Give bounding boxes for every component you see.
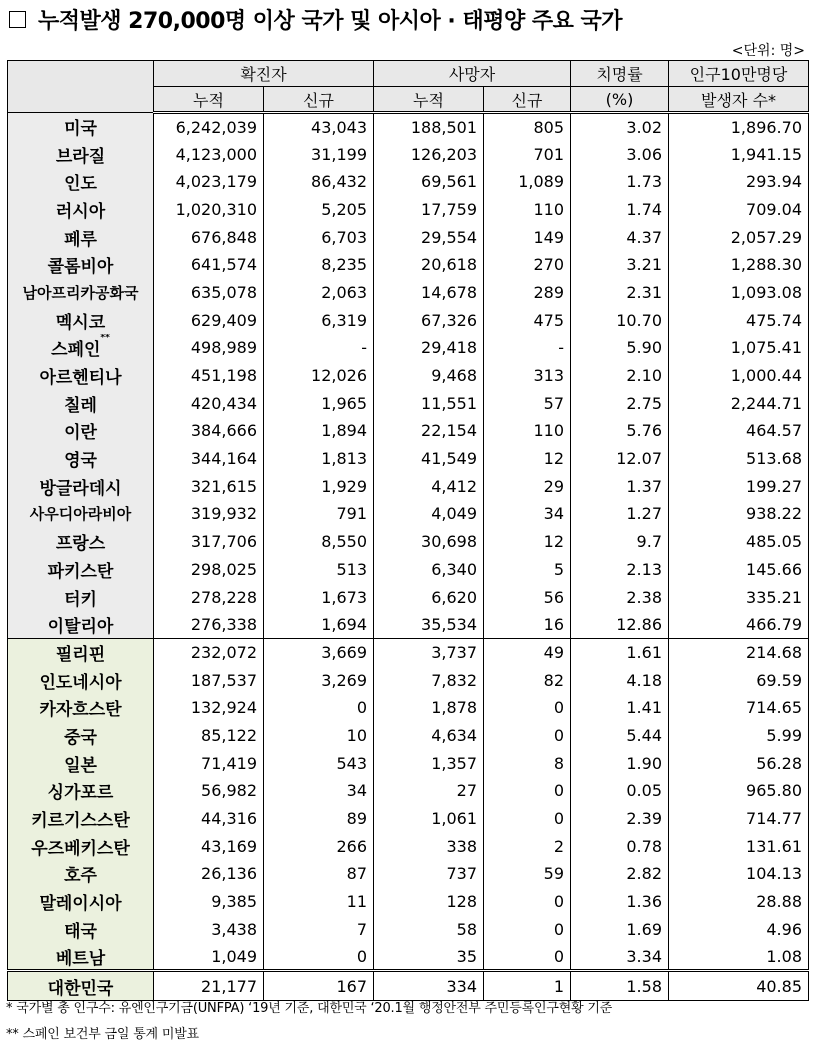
deaths-cumulative-cell: 188,501 (374, 113, 484, 141)
confirmed-cumulative-cell: 676,848 (154, 223, 264, 251)
table-row (8, 583, 809, 611)
deaths-new-cell: 1,089 (484, 168, 571, 196)
unit-note: <단위: 명> (731, 43, 805, 59)
per100k-cell: 513.68 (669, 445, 809, 473)
header-fatality-unit: (%) (571, 87, 669, 113)
per100k-cell: 938.22 (669, 500, 809, 528)
table-row (8, 694, 809, 722)
deaths-new-cell: 149 (484, 223, 571, 251)
confirmed-cumulative-cell: 451,198 (154, 362, 264, 390)
deaths-cumulative-cell: 4,634 (374, 722, 484, 750)
confirmed-cumulative-cell: 187,537 (154, 666, 264, 694)
confirmed-cumulative-cell: 1,049 (154, 943, 264, 971)
fatality-rate-cell: 1.58 (571, 971, 669, 1001)
table-row (8, 113, 809, 141)
fatality-rate-cell: 1.27 (571, 500, 669, 528)
confirmed-cumulative-cell: 232,072 (154, 639, 264, 667)
deaths-cumulative-cell: 737 (374, 860, 484, 888)
deaths-new-cell: 0 (484, 915, 571, 943)
deaths-cumulative-cell: 30,698 (374, 528, 484, 556)
confirmed-cumulative-cell: 44,316 (154, 805, 264, 833)
deaths-new-cell: 805 (484, 113, 571, 141)
deaths-cumulative-cell: 69,561 (374, 168, 484, 196)
fatality-rate-cell: 1.36 (571, 888, 669, 916)
confirmed-cumulative-cell: 641,574 (154, 251, 264, 279)
per100k-cell: 1,093.08 (669, 279, 809, 307)
deaths-new-cell: 2 (484, 832, 571, 860)
deaths-cumulative-cell: 41,549 (374, 445, 484, 473)
table-row (8, 556, 809, 584)
confirmed-new-cell: 0 (264, 943, 374, 971)
confirmed-new-cell: 1,673 (264, 583, 374, 611)
table-row (8, 140, 809, 168)
deaths-new-cell: 12 (484, 445, 571, 473)
confirmed-new-cell: 12,026 (264, 362, 374, 390)
confirmed-new-cell: 31,199 (264, 140, 374, 168)
deaths-cumulative-cell: 29,554 (374, 223, 484, 251)
table-row (8, 389, 809, 417)
country-name-cell: 대한민국 (8, 971, 154, 1001)
country-name-cell: 인도 (8, 168, 154, 196)
fatality-rate-cell: 1.61 (571, 639, 669, 667)
confirmed-new-cell: 8,550 (264, 528, 374, 556)
table-row (8, 611, 809, 639)
confirmed-new-cell: 513 (264, 556, 374, 584)
footnote-marker: ** (100, 334, 110, 344)
confirmed-new-cell: 34 (264, 777, 374, 805)
per100k-cell: 131.61 (669, 832, 809, 860)
fatality-rate-cell: 2.38 (571, 583, 669, 611)
page-title (6, 4, 622, 34)
confirmed-cumulative-cell: 384,666 (154, 417, 264, 445)
confirmed-new-cell: 5,205 (264, 196, 374, 224)
deaths-cumulative-cell: 9,468 (374, 362, 484, 390)
table-row (8, 279, 809, 307)
fatality-rate-cell: 2.31 (571, 279, 669, 307)
deaths-new-cell: 56 (484, 583, 571, 611)
country-name-cell: 스페인** (8, 334, 154, 362)
deaths-cumulative-cell: 7,832 (374, 666, 484, 694)
deaths-cumulative-cell: 1,878 (374, 694, 484, 722)
deaths-cumulative-cell: 3,737 (374, 639, 484, 667)
deaths-new-cell: 270 (484, 251, 571, 279)
confirmed-new-cell: 87 (264, 860, 374, 888)
deaths-new-cell: 8 (484, 749, 571, 777)
per100k-cell: 293.94 (669, 168, 809, 196)
fatality-rate-cell: 12.07 (571, 445, 669, 473)
checkbox-square-icon (9, 11, 26, 28)
table-row (8, 362, 809, 390)
table-row (8, 832, 809, 860)
deaths-new-cell: 701 (484, 140, 571, 168)
deaths-cumulative-cell: 22,154 (374, 417, 484, 445)
fatality-rate-cell: 3.21 (571, 251, 669, 279)
header-per100k-line2: 발생자 수* (669, 87, 809, 113)
table-row (8, 334, 809, 362)
table-row (8, 777, 809, 805)
confirmed-new-cell: 3,269 (264, 666, 374, 694)
confirmed-cumulative-cell: 319,932 (154, 500, 264, 528)
table-row (8, 860, 809, 888)
confirmed-new-cell: 89 (264, 805, 374, 833)
confirmed-new-cell: 167 (264, 971, 374, 1001)
deaths-cumulative-cell: 67,326 (374, 306, 484, 334)
fatality-rate-cell: 12.86 (571, 611, 669, 639)
confirmed-cumulative-cell: 21,177 (154, 971, 264, 1001)
deaths-new-cell: 29 (484, 472, 571, 500)
footnote-spain: ** 스페인 보건부 금일 통계 미발표 (6, 1027, 199, 1042)
confirmed-cumulative-cell: 420,434 (154, 389, 264, 417)
table-row (8, 666, 809, 694)
per100k-cell: 104.13 (669, 860, 809, 888)
confirmed-new-cell: 6,319 (264, 306, 374, 334)
per100k-cell: 2,057.29 (669, 223, 809, 251)
deaths-new-cell: - (484, 334, 571, 362)
header-fatality: 치명률 (571, 61, 669, 87)
per100k-cell: 485.05 (669, 528, 809, 556)
title-text: 누적발생 270,000명 이상 국가 및 아시아 · 태평양 주요 국가 (38, 8, 623, 34)
confirmed-cumulative-cell: 85,122 (154, 722, 264, 750)
confirmed-cumulative-cell: 276,338 (154, 611, 264, 639)
deaths-cumulative-cell: 20,618 (374, 251, 484, 279)
header-confirmed: 확진자 (154, 61, 374, 87)
deaths-cumulative-cell: 4,412 (374, 472, 484, 500)
fatality-rate-cell: 2.13 (571, 556, 669, 584)
confirmed-cumulative-cell: 3,438 (154, 915, 264, 943)
table-row (8, 915, 809, 943)
confirmed-cumulative-cell: 4,023,179 (154, 168, 264, 196)
confirmed-cumulative-cell: 43,169 (154, 832, 264, 860)
per100k-cell: 4.96 (669, 915, 809, 943)
deaths-cumulative-cell: 29,418 (374, 334, 484, 362)
deaths-cumulative-cell: 35,534 (374, 611, 484, 639)
deaths-new-cell: 475 (484, 306, 571, 334)
fatality-rate-cell: 5.44 (571, 722, 669, 750)
fatality-rate-cell: 3.06 (571, 140, 669, 168)
country-name-cell: 말레이시아 (8, 888, 154, 916)
confirmed-cumulative-cell: 26,136 (154, 860, 264, 888)
country-name-cell: 러시아 (8, 196, 154, 224)
per100k-cell: 2,244.71 (669, 389, 809, 417)
confirmed-new-cell: 8,235 (264, 251, 374, 279)
deaths-cumulative-cell: 334 (374, 971, 484, 1001)
country-name-cell: 베트남 (8, 943, 154, 971)
confirmed-new-cell: 1,965 (264, 389, 374, 417)
confirmed-new-cell: 1,929 (264, 472, 374, 500)
header-per100k: 인구10만명당 (669, 61, 809, 87)
confirmed-new-cell: 10 (264, 722, 374, 750)
per100k-cell: 56.28 (669, 749, 809, 777)
country-name-cell: 파키스탄 (8, 556, 154, 584)
country-name-cell: 싱가포르 (8, 777, 154, 805)
confirmed-cumulative-cell: 71,419 (154, 749, 264, 777)
deaths-new-cell: 110 (484, 417, 571, 445)
country-name-cell: 프랑스 (8, 528, 154, 556)
deaths-cumulative-cell: 6,340 (374, 556, 484, 584)
confirmed-new-cell: 1,894 (264, 417, 374, 445)
table-row (8, 943, 809, 971)
per100k-cell: 1,288.30 (669, 251, 809, 279)
per100k-cell: 145.66 (669, 556, 809, 584)
table-row (8, 500, 809, 528)
table-row (8, 223, 809, 251)
country-name-cell: 터키 (8, 583, 154, 611)
confirmed-new-cell: 3,669 (264, 639, 374, 667)
country-name-cell: 태국 (8, 915, 154, 943)
table-row (8, 306, 809, 334)
fatality-rate-cell: 2.10 (571, 362, 669, 390)
country-name-cell: 아르헨티나 (8, 362, 154, 390)
country-name-cell: 인도네시아 (8, 666, 154, 694)
table-row (8, 639, 809, 667)
confirmed-new-cell: 791 (264, 500, 374, 528)
per100k-cell: 1,941.15 (669, 140, 809, 168)
per100k-cell: 40.85 (669, 971, 809, 1001)
per100k-cell: 28.88 (669, 888, 809, 916)
table-row (8, 528, 809, 556)
covid-country-table (7, 60, 809, 1001)
confirmed-new-cell: 6,703 (264, 223, 374, 251)
confirmed-cumulative-cell: 298,025 (154, 556, 264, 584)
deaths-cumulative-cell: 4,049 (374, 500, 484, 528)
fatality-rate-cell: 1.90 (571, 749, 669, 777)
confirmed-new-cell: 0 (264, 694, 374, 722)
deaths-cumulative-cell: 17,759 (374, 196, 484, 224)
fatality-rate-cell: 2.82 (571, 860, 669, 888)
per100k-cell: 1,896.70 (669, 113, 809, 141)
confirmed-cumulative-cell: 498,989 (154, 334, 264, 362)
deaths-new-cell: 0 (484, 722, 571, 750)
deaths-new-cell: 289 (484, 279, 571, 307)
deaths-cumulative-cell: 126,203 (374, 140, 484, 168)
confirmed-new-cell: 7 (264, 915, 374, 943)
country-name-cell: 중국 (8, 722, 154, 750)
country-name-cell: 브라질 (8, 140, 154, 168)
footnotes (6, 996, 612, 1048)
deaths-new-cell: 16 (484, 611, 571, 639)
fatality-rate-cell: 1.37 (571, 472, 669, 500)
table-row (8, 722, 809, 750)
confirmed-cumulative-cell: 278,228 (154, 583, 264, 611)
deaths-new-cell: 0 (484, 805, 571, 833)
deaths-new-cell: 34 (484, 500, 571, 528)
deaths-cumulative-cell: 1,061 (374, 805, 484, 833)
fatality-rate-cell: 10.70 (571, 306, 669, 334)
deaths-new-cell: 12 (484, 528, 571, 556)
fatality-rate-cell: 1.41 (571, 694, 669, 722)
header-country (8, 61, 154, 113)
per100k-cell: 1,075.41 (669, 334, 809, 362)
table-row (8, 196, 809, 224)
confirmed-cumulative-cell: 635,078 (154, 279, 264, 307)
fatality-rate-cell: 1.73 (571, 168, 669, 196)
confirmed-new-cell: 1,694 (264, 611, 374, 639)
confirmed-cumulative-cell: 1,020,310 (154, 196, 264, 224)
confirmed-new-cell: 1,813 (264, 445, 374, 473)
per100k-cell: 199.27 (669, 472, 809, 500)
deaths-new-cell: 59 (484, 860, 571, 888)
fatality-rate-cell: 4.18 (571, 666, 669, 694)
deaths-new-cell: 49 (484, 639, 571, 667)
fatality-rate-cell: 0.78 (571, 832, 669, 860)
header-confirmed-new: 신규 (264, 87, 374, 113)
confirmed-new-cell: 11 (264, 888, 374, 916)
deaths-new-cell: 313 (484, 362, 571, 390)
country-name-cell: 일본 (8, 749, 154, 777)
deaths-cumulative-cell: 14,678 (374, 279, 484, 307)
deaths-cumulative-cell: 6,620 (374, 583, 484, 611)
deaths-new-cell: 0 (484, 888, 571, 916)
country-name-cell: 카자흐스탄 (8, 694, 154, 722)
confirmed-new-cell: - (264, 334, 374, 362)
deaths-new-cell: 0 (484, 777, 571, 805)
fatality-rate-cell: 1.69 (571, 915, 669, 943)
per100k-cell: 5.99 (669, 722, 809, 750)
confirmed-cumulative-cell: 317,706 (154, 528, 264, 556)
deaths-cumulative-cell: 338 (374, 832, 484, 860)
table-row (8, 888, 809, 916)
per100k-cell: 475.74 (669, 306, 809, 334)
per100k-cell: 1,000.44 (669, 362, 809, 390)
fatality-rate-cell: 1.74 (571, 196, 669, 224)
confirmed-cumulative-cell: 4,123,000 (154, 140, 264, 168)
fatality-rate-cell: 4.37 (571, 223, 669, 251)
country-name-cell: 남아프리카공화국 (8, 279, 154, 307)
country-name-cell: 콜롬비아 (8, 251, 154, 279)
table-row (8, 472, 809, 500)
country-name-cell: 우즈베키스탄 (8, 832, 154, 860)
country-name-cell: 칠레 (8, 389, 154, 417)
per100k-cell: 69.59 (669, 666, 809, 694)
deaths-new-cell: 1 (484, 971, 571, 1001)
fatality-rate-cell: 2.75 (571, 389, 669, 417)
header-confirmed-cumulative: 누적 (154, 87, 264, 113)
fatality-rate-cell: 2.39 (571, 805, 669, 833)
deaths-new-cell: 82 (484, 666, 571, 694)
footnote-population: * 국가별 총 인구수: 유엔인구기금(UNFPA) ‘19년 기준, 대한민국 ‘20.1월 행정안전부 주민등록인구현황 기준 (6, 1001, 613, 1016)
country-name-cell: 방글라데시 (8, 472, 154, 500)
country-name-cell: 영국 (8, 445, 154, 473)
per100k-cell: 1.08 (669, 943, 809, 971)
table-row (8, 251, 809, 279)
country-name-cell: 키르기스스탄 (8, 805, 154, 833)
table-row (8, 445, 809, 473)
deaths-new-cell: 57 (484, 389, 571, 417)
confirmed-cumulative-cell: 56,982 (154, 777, 264, 805)
deaths-cumulative-cell: 1,357 (374, 749, 484, 777)
country-name-cell: 이란 (8, 417, 154, 445)
deaths-new-cell: 0 (484, 694, 571, 722)
fatality-rate-cell: 5.76 (571, 417, 669, 445)
confirmed-new-cell: 266 (264, 832, 374, 860)
deaths-cumulative-cell: 27 (374, 777, 484, 805)
table-row (8, 805, 809, 833)
per100k-cell: 466.79 (669, 611, 809, 639)
deaths-new-cell: 0 (484, 943, 571, 971)
country-name-cell: 필리핀 (8, 639, 154, 667)
confirmed-cumulative-cell: 629,409 (154, 306, 264, 334)
table-row (8, 168, 809, 196)
confirmed-cumulative-cell: 321,615 (154, 472, 264, 500)
deaths-cumulative-cell: 58 (374, 915, 484, 943)
confirmed-cumulative-cell: 9,385 (154, 888, 264, 916)
table-row (8, 749, 809, 777)
header-deaths: 사망자 (374, 61, 571, 87)
per100k-cell: 214.68 (669, 639, 809, 667)
fatality-rate-cell: 3.34 (571, 943, 669, 971)
deaths-cumulative-cell: 128 (374, 888, 484, 916)
header-deaths-new: 신규 (484, 87, 571, 113)
per100k-cell: 714.65 (669, 694, 809, 722)
country-name-cell: 페루 (8, 223, 154, 251)
confirmed-cumulative-cell: 6,242,039 (154, 113, 264, 141)
confirmed-cumulative-cell: 132,924 (154, 694, 264, 722)
deaths-new-cell: 5 (484, 556, 571, 584)
per100k-cell: 714.77 (669, 805, 809, 833)
table-row (8, 417, 809, 445)
confirmed-new-cell: 543 (264, 749, 374, 777)
confirmed-new-cell: 43,043 (264, 113, 374, 141)
country-name-cell: 멕시코 (8, 306, 154, 334)
country-name-cell: 미국 (8, 113, 154, 141)
country-name-cell: 사우디아라비아 (8, 500, 154, 528)
per100k-cell: 709.04 (669, 196, 809, 224)
confirmed-cumulative-cell: 344,164 (154, 445, 264, 473)
confirmed-new-cell: 2,063 (264, 279, 374, 307)
deaths-new-cell: 110 (484, 196, 571, 224)
country-name-cell: 호주 (8, 860, 154, 888)
country-name-cell: 이탈리아 (8, 611, 154, 639)
header-deaths-cumulative: 누적 (374, 87, 484, 113)
confirmed-new-cell: 86,432 (264, 168, 374, 196)
per100k-cell: 335.21 (669, 583, 809, 611)
fatality-rate-cell: 9.7 (571, 528, 669, 556)
per100k-cell: 464.57 (669, 417, 809, 445)
deaths-cumulative-cell: 11,551 (374, 389, 484, 417)
deaths-cumulative-cell: 35 (374, 943, 484, 971)
fatality-rate-cell: 0.05 (571, 777, 669, 805)
per100k-cell: 965.80 (669, 777, 809, 805)
fatality-rate-cell: 3.02 (571, 113, 669, 141)
fatality-rate-cell: 5.90 (571, 334, 669, 362)
